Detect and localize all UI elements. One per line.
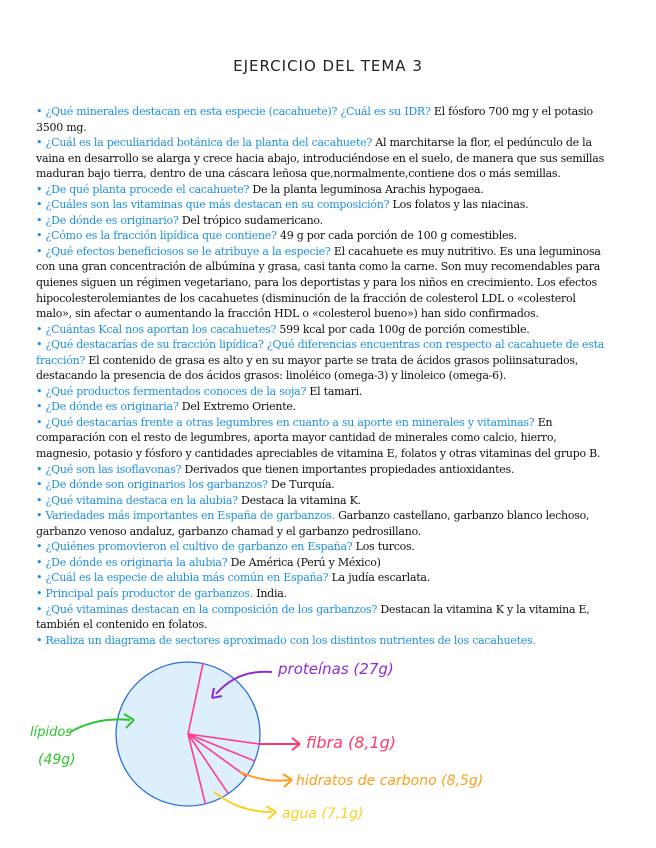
answer-text: El cacahuete es muy nutritivo. Es una leguminosa con una gran concentración de albúmina y grasa, casi tanta como la carne. Son muy recomendables para quienes siguen un régimen vegetariano, para los deportistas y para los niños en crecimiento. Los efectos hipocolesterolemiantes de los cacahuetes (disminución de la fracción de colesterol LDL o «colesterol malo», sin afectar o aumentando la fracción HDL o «colesterol bueno») han sido confirmados. xyxy=(36,244,601,321)
qa-item xyxy=(36,477,611,493)
qa-item xyxy=(36,322,611,338)
question-text: Realiza un diagrama de sectores aproximado con los distintos nutrientes de los cacahuetes. xyxy=(45,633,536,647)
bullet-icon: • xyxy=(36,338,46,352)
bullet-icon: • xyxy=(36,229,46,243)
label-fibra: fibra (8,1g) xyxy=(306,733,397,752)
answer-text: La judía escarlata. xyxy=(331,571,430,585)
qa-item xyxy=(36,228,611,244)
qa-item xyxy=(36,570,611,586)
bullet-icon: • xyxy=(36,493,46,507)
bullet-icon: • xyxy=(36,105,46,118)
question-text: ¿Cuáles son las vitaminas que más destacan en su composición? xyxy=(45,198,390,212)
qa-item xyxy=(36,586,611,602)
answer-text: 49 g por cada porción de 100 g comestibles. xyxy=(279,229,517,243)
answer-text: El contenido de grasa es alto y en su mayor parte se trata de ácidos grasos poliinsaturados, destacando la presencia de dos ácidos grasos: linoléico (omega-3) y linoleico (omega-6). xyxy=(36,353,579,383)
question-text: ¿Qué minerales destacan en esta especie (cacahuete)? ¿Cuál es su IDR? xyxy=(45,105,431,118)
answer-text: Del trópico sudamericano. xyxy=(181,213,323,227)
answer-text: Destacan la vitamina K y la vitamina E, también el contenido en folatos. xyxy=(36,602,590,632)
qa-item xyxy=(36,384,611,400)
question-text: ¿De dónde son originarios los garbanzos? xyxy=(45,478,268,492)
answer-text: Los folatos y las niacinas. xyxy=(392,198,529,212)
bullet-icon: • xyxy=(36,322,46,336)
bullet-icon: • xyxy=(36,400,46,414)
label-agua: agua (7,1g) xyxy=(282,806,364,822)
question-text: ¿De dónde es originaria la alubia? xyxy=(45,555,228,569)
bullet-icon: • xyxy=(36,136,46,150)
qa-item xyxy=(36,244,611,322)
bullet-icon: • xyxy=(36,555,46,569)
qa-item xyxy=(36,493,611,509)
bullet-icon: • xyxy=(36,244,46,258)
label-hidratos: hidratos de carbono (8,5g) xyxy=(296,773,484,789)
question-text: Principal país productor de garbanzos. xyxy=(45,586,253,600)
question-text: ¿Qué destacarías frente a otras legumbres en cuanto a su aporte en minerales y vitaminas? xyxy=(45,415,535,429)
qa-item xyxy=(36,539,611,555)
question-text: ¿Quiénes promovieron el cultivo de garbanzo en España? xyxy=(45,540,353,554)
answer-text: De América (Perú y México) xyxy=(230,555,381,569)
question-text: ¿Qué productos fermentados conoces de la soja? xyxy=(45,384,307,398)
question-text: ¿Cómo es la fracción lipídica que contiene? xyxy=(45,229,277,243)
question-text: Variedades más importantes en España de garbanzos. xyxy=(45,509,335,523)
qa-item xyxy=(36,602,611,633)
answer-text: Destaca la vitamina K. xyxy=(241,493,361,507)
question-text: ¿Qué vitaminas destacan en la composición de los garbanzos? xyxy=(45,602,378,616)
question-text: ¿Cuál es la peculiaridad botánica de la planta del cacahuete? xyxy=(45,136,373,150)
question-text: ¿Qué destacarías de su fracción lipídica? ¿Qué diferencias encuentras con respecto al cacahuete de esta fracción? xyxy=(36,338,605,367)
bullet-icon: • xyxy=(36,602,46,616)
qa-item xyxy=(36,399,611,415)
qa-item xyxy=(36,197,611,213)
bullet-icon: • xyxy=(36,509,46,523)
qa-item xyxy=(36,182,611,198)
question-text: ¿Cuántas Kcal nos aportan los cacahuetes? xyxy=(45,322,277,336)
label-lipidos-value: (49g) xyxy=(38,752,76,768)
bullet-icon: • xyxy=(36,571,46,585)
answer-text: De la planta leguminosa Arachis hypogaea. xyxy=(252,182,484,196)
qa-item xyxy=(36,337,611,384)
answer-text: El tamari. xyxy=(309,384,363,398)
question-text: ¿Qué efectos beneficiosos se le atribuye a la especie? xyxy=(45,244,331,258)
qa-item xyxy=(36,135,611,182)
answer-text: Garbanzo castellano, garbanzo blanco lechoso, garbanzo venoso andaluz, garbanzo chamad y el garbanzo pedrosillano. xyxy=(36,509,590,538)
answer-text: Los turcos. xyxy=(355,540,415,554)
question-text: ¿Qué vitamina destaca en la alubia? xyxy=(45,493,238,507)
bullet-icon: • xyxy=(36,384,46,398)
question-text: ¿De qué planta procede el cacahuete? xyxy=(45,182,250,196)
answer-text: De Turquía. xyxy=(271,478,335,492)
answer-text: En comparación con el resto de legumbres, aporta mayor cantidad de minerales como calcio, hierro, magnesio, potasio y fósforo y cantidades apreciables de vitamina E, folatos y otras vitaminas del grupo B. xyxy=(36,415,601,461)
qa-item xyxy=(36,462,611,478)
qa-item xyxy=(36,555,611,571)
qa-item xyxy=(36,508,611,539)
bullet-icon: • xyxy=(36,586,46,600)
bullet-icon: • xyxy=(36,213,46,227)
question-text: ¿De dónde es originaria? xyxy=(45,400,179,414)
qa-item xyxy=(36,415,611,462)
qa-item xyxy=(36,213,611,229)
page-title: EJERCICIO DEL TEMA 3 xyxy=(233,57,423,75)
bullet-icon: • xyxy=(36,633,46,647)
label-lipidos: lípidos xyxy=(30,725,73,740)
bullet-icon: • xyxy=(36,478,46,492)
answer-text: Al marchitarse la flor, el pedúnculo de la vaina en desarrollo se alarga y crece hacia abajo, introduciéndose en el suelo, de manera que sus semillas maduran bajo tierra, dentro de una cáscara leñosa que,normalmente,contiene dos o más semillas. xyxy=(36,136,604,181)
bullet-icon: • xyxy=(36,198,46,212)
bullet-icon: • xyxy=(36,182,46,196)
bullet-icon: • xyxy=(36,462,46,476)
question-text: ¿Qué son las isoflavonas? xyxy=(45,462,182,476)
bullet-icon: • xyxy=(36,415,46,429)
answer-text: India. xyxy=(256,586,287,600)
qa-list xyxy=(36,104,611,648)
question-text: ¿De dónde es originario? xyxy=(45,213,179,227)
answer-text: El fósforo 700 mg y el potasio 3500 mg. xyxy=(36,105,593,134)
label-proteinas: proteínas (27g) xyxy=(278,660,394,678)
qa-item xyxy=(36,104,611,135)
question-text: ¿Cuál es la especie de alubia más común en España? xyxy=(45,571,329,585)
answer-text: Del Extremo Oriente. xyxy=(181,400,296,414)
answer-text: 599 kcal por cada 100g de porción comestible. xyxy=(279,322,530,336)
nutrient-pie-chart xyxy=(0,640,656,848)
answer-text: Derivados que tienen importantes propiedades antioxidantes. xyxy=(184,462,515,476)
bullet-icon: • xyxy=(36,540,46,554)
